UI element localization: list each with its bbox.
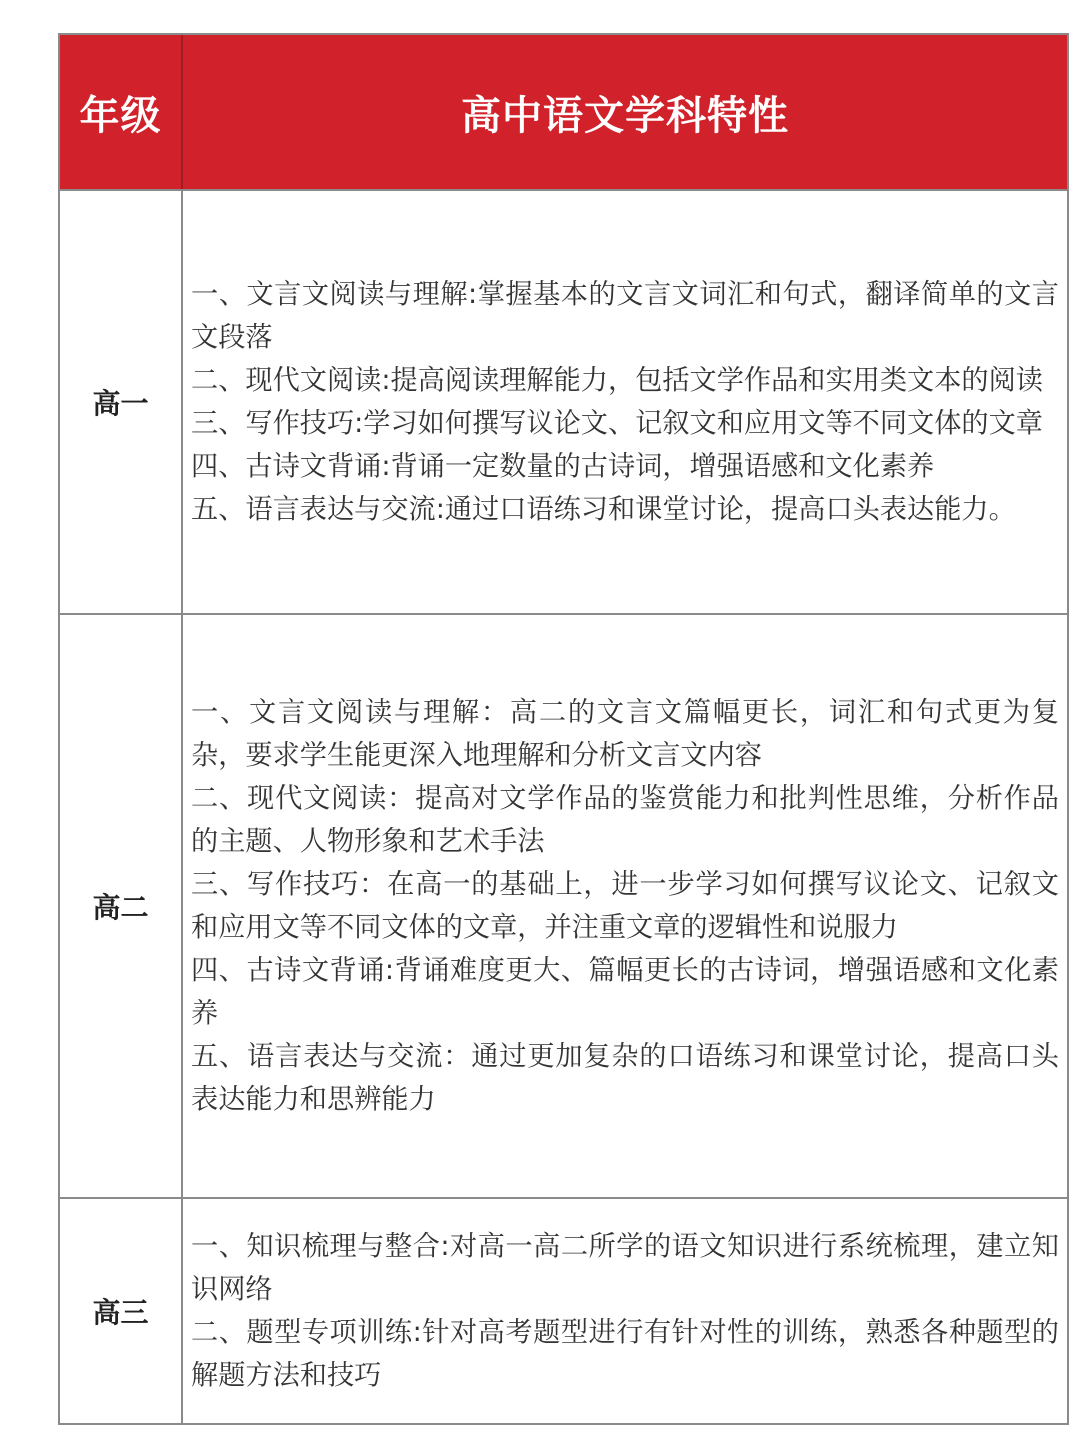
header-grade-label: 年级 <box>79 92 162 139</box>
list-item: 二、现代文阅读:提高阅读理解能力，包括文学作品和实用类文本的阅读 <box>191 365 1043 396</box>
grade-label: 高三 <box>92 1296 149 1329</box>
list-item: 四、古诗文背诵:背诵一定数量的古诗词，增强语感和文化素养 <box>191 451 935 482</box>
content-cell <box>183 615 1067 1197</box>
table-row <box>60 1199 1067 1425</box>
header-grade-cell <box>60 35 183 189</box>
content-cell <box>183 1199 1067 1423</box>
list-item: 五、语言表达与交流：通过更加复杂的口语练习和课堂讨论，提高口头表达能力和思辨能力 <box>191 1041 1059 1115</box>
list-item: 四、古诗文背诵:背诵难度更大、篇幅更长的古诗词，增强语感和文化素养 <box>191 955 1059 1029</box>
list-item: 二、现代文阅读：提高对文学作品的鉴赏能力和批判性思维，分析作品的主题、人物形象和艺术手法 <box>191 783 1059 857</box>
table-header-row <box>60 35 1067 191</box>
list-item: 一、文言文阅读与理解:掌握基本的文言文词汇和句式，翻译简单的文言文段落 <box>191 279 1059 353</box>
grade-cell <box>60 1199 183 1423</box>
table-row <box>60 191 1067 615</box>
list-item: 一、知识梳理与整合:对高一高二所学的语文知识进行系统梳理，建立知识网络 <box>191 1231 1059 1305</box>
header-subject-cell <box>183 35 1067 189</box>
grade-label: 高一 <box>92 387 149 420</box>
list-item: 三、写作技巧:学习如何撰写议论文、记叙文和应用文等不同文体的文章 <box>191 408 1043 439</box>
grade-cell <box>60 615 183 1197</box>
subject-table <box>58 33 1069 1425</box>
content-cell <box>183 191 1067 613</box>
list-item: 二、题型专项训练:针对高考题型进行有针对性的训练，熟悉各种题型的解题方法和技巧 <box>191 1317 1059 1391</box>
list-item: 三、写作技巧：在高一的基础上，进一步学习如何撰写议论文、记叙文和应用文等不同文体的文章，并注重文章的逻辑性和说服力 <box>191 869 1059 943</box>
grade-label: 高二 <box>92 891 149 924</box>
table-row <box>60 615 1067 1199</box>
list-item: 一、文言文阅读与理解：高二的文言文篇幅更长，词汇和句式更为复杂，要求学生能更深入地理解和分析文言文内容 <box>191 697 1059 771</box>
header-subject-label: 高中语文学科特性 <box>461 92 789 139</box>
list-item: 五、语言表达与交流:通过口语练习和课堂讨论，提高口头表达能力。 <box>191 494 1016 525</box>
grade-cell <box>60 191 183 613</box>
